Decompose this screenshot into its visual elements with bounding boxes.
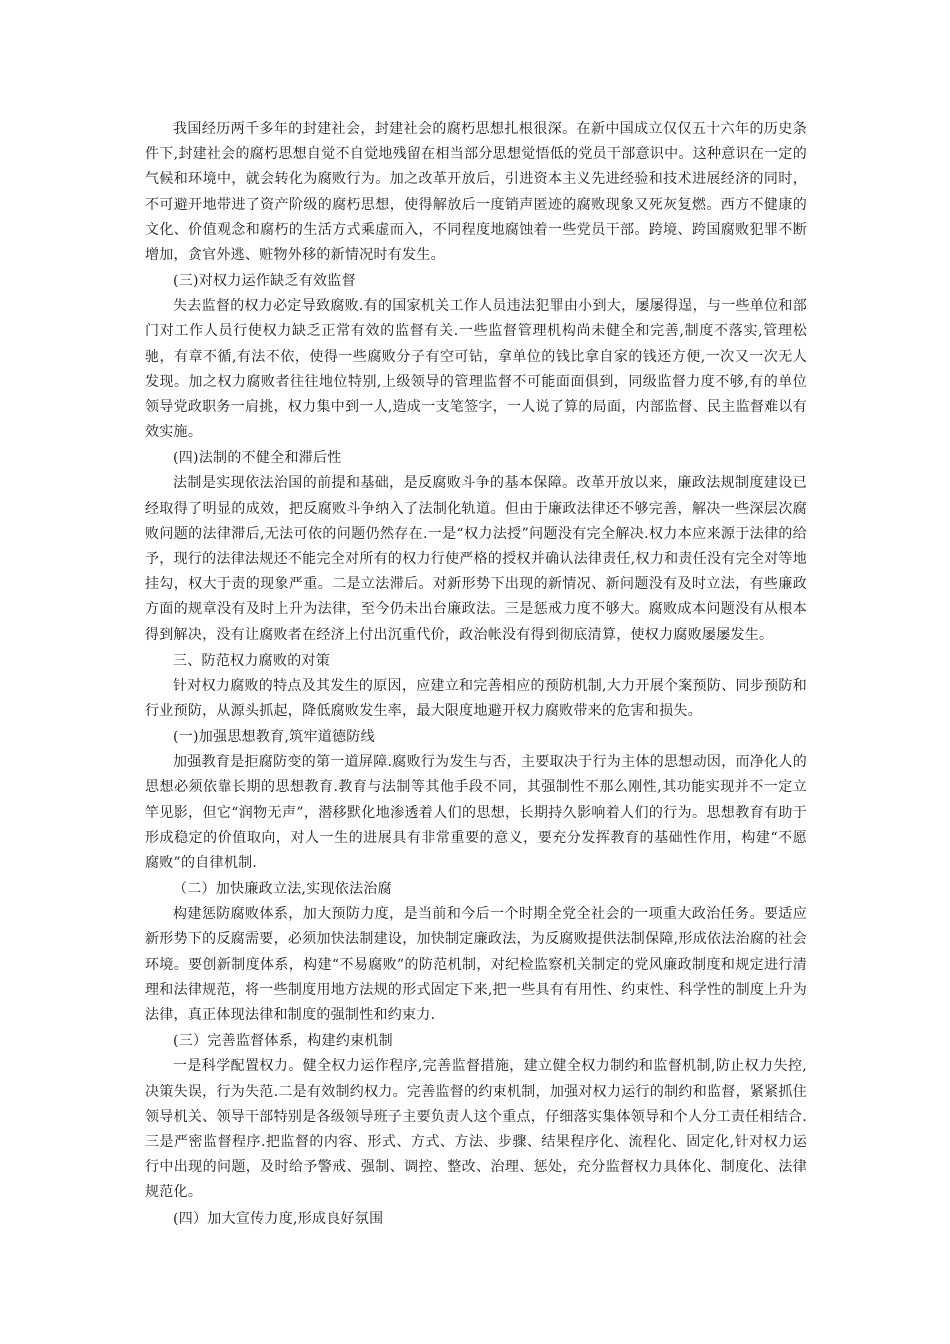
heading-countermeasures: 三、防范权力腐败的对策 <box>173 652 331 669</box>
paragraph-legislation: 构建惩防腐败体系，加大预防力度，是当前和今后一个时期全党全社会的一项重大政治任务。要适应新形势下的反腐需要，必须加快法制建设，加快制定廉政法，为反腐败提供法制保障,形成依法治腐的社会环境。要创新制度体系，构建“不易腐败”的防范机制，对纪检监察机关制定的党风廉政制度和规定进行清理和法律规范，将一些制度用地方法规的形式固定下来,把一些具有有用性、约束性、科学性的制度上升为法律，真正体现法律和制度的强制性和约束力. <box>145 906 807 1024</box>
paragraph-supervision: 失去监督的权力必定导致腐败.有的国家机关工作人员违法犯罪由小到大，屡屡得逞，与一些单位和部门对工作人员行使权力缺乏正常有效的监督有关.一些监督管理机构尚未健全和完善,制度不落实,管理松驰，有章不循,有法不依，使得一些腐败分子有空可钻，拿单位的钱比拿自家的钱还方便,一次又一次无人发现。加之权力腐败者往往地位特别,上级领导的管理监督不可能面面俱到，同级监督力度不够,有的单位领导党政职务一肩挑，权力集中到一人,造成一支笔签字，一人说了算的局面，内部监督、民主监督难以有效实施。 <box>145 298 807 441</box>
heading-publicity: (四）加大宣传力度,形成良好氛围 <box>173 1210 384 1227</box>
paragraph-ideological-education: 加强教育是拒腐防变的第一道屏障.腐败行为发生与否，主要取决于行为主体的思想动因，而净化人的思想必须依靠长期的思想教育.教育与法制等其他手段不同，其强制性不那么刚性,其功能实现并不一定立竿见影，但它“润物无声”，潜移默化地渗透着人们的思想，长期持久影响着人们的行为。思想教育有助于形成稳定的价值取向，对人一生的进展具有非常重要的意义，要充分发挥教育的基础性作用，构建“不愿腐败”的自律机制. <box>145 754 807 872</box>
paragraph-legal-system: 法制是实现依法治国的前提和基础，是反腐败斗争的基本保障。改革开放以来，廉政法规制度建设已经取得了明显的成效，把反腐败斗争纳入了法制化轨道。但由于廉政法律还不够完善，解决一些深层次腐败问题的法律滞后,无法可依的问题仍然存在.一是“权力法授”问题没有完全解决.权力本应来源于法律的给予，现行的法律法规还不能完全对所有的权力行使严格的授权并确认法律责任,权力和责任没有完全对等地挂勾，权大于责的现象严重。二是立法滞后。对新形势下出现的新情况、新问题没有及时立法，有些廉政方面的规章没有及时上升为法律，至今仍未出台廉政法。三是惩戒力度不够大。腐败成本问题没有从根本得到解决，没有让腐败者在经济上付出沉重代价，政治帐没有得到彻底清算，使权力腐败屡屡发生。 <box>145 475 807 643</box>
heading-ideological-education: (一)加强思想教育,筑牢道德防线 <box>173 729 375 746</box>
paragraph-supervision-system: 一是科学配置权力。健全权力运作程序,完善监督措施，建立健全权力制约和监督机制,防止权力失控,决策失误，行为失范.二是有效制约权力。完善监督的约束机制，加强对权力运行的制约和监督，紧紧抓住领导机关、领导干部特别是各级领导班子主要负责人这个重点，仔细落实集体领导和个人分工责任相结合.三是严密监督程序.把监督的内容、形式、方式、方法、步骤、结果程序化、流程化、固定化,针对权力运行中出现的问题，及时给予警戒、强制、调控、整改、治理、惩处，充分监督权力具体化、制度化、法律规范化。 <box>145 1058 807 1201</box>
document-body <box>145 117 807 1232</box>
paragraph-countermeasures-intro: 针对权力腐败的特点及其发生的原因，应建立和完善相应的预防机制,大力开展个案预防、同步预防和行业预防，从源头抓起，降低腐败发生率，最大限度地避开权力腐败带来的危害和损失。 <box>145 677 807 720</box>
paragraph-feudal-ideology: 我国经历两千多年的封建社会，封建社会的腐朽思想扎根很深。在新中国成立仅仅五十六年的历史条件下,封建社会的腐朽思想自觉不自觉地残留在相当部分思想觉悟低的党员干部意识中。这种意识在一定的气候和环境中，就会转化为腐败行为。加之改革开放后，引进资本主义先进经验和技术进展经济的同时，不可避开地带进了资产阶级的腐朽思想，使得解放后一度销声匿迹的腐败现象又死灰复燃。西方不健康的文化、价值观念和腐朽的生活方式乘虚而入，不同程度地腐蚀着一些党员干部。跨境、跨国腐败犯罪不断增加，贪官外逃、赃物外移的新情况时有发生。 <box>145 121 807 264</box>
heading-supervision-system: (三）完善监督体系，构建约束机制 <box>173 1033 393 1050</box>
heading-lack-of-supervision: (三)对权力运作缺乏有效监督 <box>173 273 356 290</box>
heading-legal-system: (四)法制的不健全和滞后性 <box>173 450 342 467</box>
heading-legislation: （二）加快廉政立法,实现依法治腐 <box>173 881 392 898</box>
